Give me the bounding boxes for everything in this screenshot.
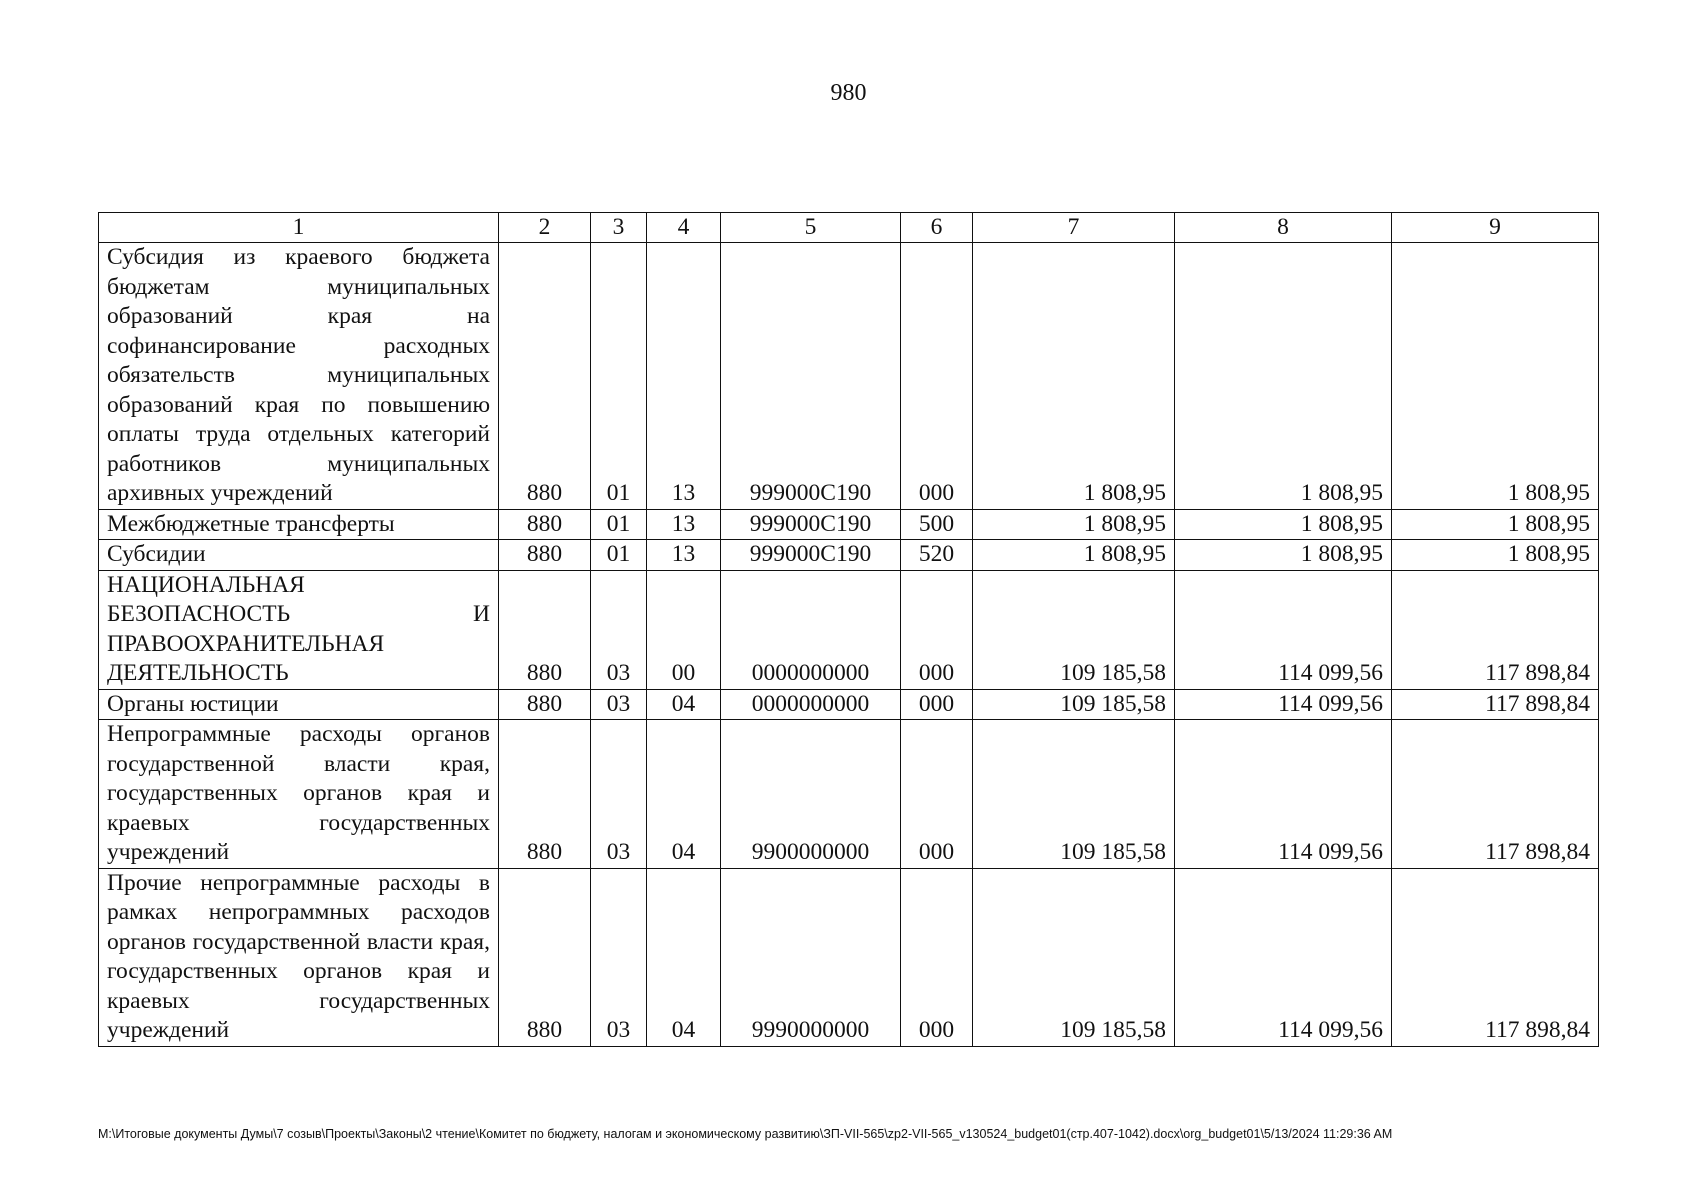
cell-amount-8: 114 099,56	[1175, 868, 1392, 1046]
cell-target-article: 9990000000	[721, 868, 901, 1046]
cell-amount-8: 1 808,95	[1175, 243, 1392, 510]
column-header: 8	[1175, 213, 1392, 243]
table-row	[99, 509, 1599, 540]
table-row	[99, 868, 1599, 1046]
cell-amount-7: 109 185,58	[973, 868, 1175, 1046]
cell-amount-7: 1 808,95	[973, 540, 1175, 571]
cell-subsection: 13	[647, 243, 721, 510]
table-row	[99, 540, 1599, 571]
cell-amount-7: 109 185,58	[973, 689, 1175, 720]
column-header: 3	[591, 213, 647, 243]
cell-subsection: 00	[647, 570, 721, 689]
cell-target-article: 999000С190	[721, 509, 901, 540]
cell-amount-7: 109 185,58	[973, 570, 1175, 689]
cell-target-article: 0000000000	[721, 570, 901, 689]
cell-expense-type: 000	[901, 868, 973, 1046]
cell-section: 01	[591, 243, 647, 510]
cell-subsection: 04	[647, 868, 721, 1046]
cell-subsection: 13	[647, 540, 721, 571]
table-row	[99, 720, 1599, 869]
cell-amount-8: 114 099,56	[1175, 720, 1392, 869]
cell-amount-7: 1 808,95	[973, 509, 1175, 540]
cell-target-article: 999000С190	[721, 540, 901, 571]
column-header: 7	[973, 213, 1175, 243]
cell-subsection: 04	[647, 720, 721, 869]
cell-ministry-code: 880	[499, 540, 591, 571]
cell-ministry-code: 880	[499, 509, 591, 540]
cell-expense-type: 520	[901, 540, 973, 571]
row-name: Субсидия из краевого бюджета бюджетам муниципальных образований края на софинансирование расходных обязательств муниципальных образований края по повышению оплаты труда отдельных категорий работников муниципальных архивных учреждений	[99, 243, 499, 510]
column-number-row	[99, 213, 1599, 243]
cell-amount-9: 1 808,95	[1392, 509, 1599, 540]
cell-amount-8: 1 808,95	[1175, 509, 1392, 540]
cell-section: 01	[591, 540, 647, 571]
page-number: 980	[830, 80, 867, 106]
cell-amount-7: 1 808,95	[973, 243, 1175, 510]
cell-ministry-code: 880	[499, 720, 591, 869]
column-header: 1	[99, 213, 499, 243]
row-name: Субсидии	[99, 540, 499, 571]
row-name: НАЦИОНАЛЬНАЯ БЕЗОПАСНОСТЬ И ПРАВООХРАНИТЕЛЬНАЯ ДЕЯТЕЛЬНОСТЬ	[99, 570, 499, 689]
cell-amount-9: 117 898,84	[1392, 570, 1599, 689]
cell-amount-8: 1 808,95	[1175, 540, 1392, 571]
budget-table	[98, 212, 1599, 1047]
cell-amount-9: 117 898,84	[1392, 689, 1599, 720]
cell-amount-9: 117 898,84	[1392, 868, 1599, 1046]
column-header: 4	[647, 213, 721, 243]
cell-amount-7: 109 185,58	[973, 720, 1175, 869]
cell-amount-8: 114 099,56	[1175, 570, 1392, 689]
column-header: 6	[901, 213, 973, 243]
cell-section: 03	[591, 570, 647, 689]
cell-ministry-code: 880	[499, 243, 591, 510]
cell-target-article: 9900000000	[721, 720, 901, 869]
cell-expense-type: 000	[901, 689, 973, 720]
cell-amount-9: 1 808,95	[1392, 540, 1599, 571]
cell-section: 03	[591, 720, 647, 869]
cell-section: 01	[591, 509, 647, 540]
cell-section: 03	[591, 689, 647, 720]
table-row	[99, 689, 1599, 720]
row-name: Межбюджетные трансферты	[99, 509, 499, 540]
cell-target-article: 999000С190	[721, 243, 901, 510]
cell-expense-type: 000	[901, 720, 973, 869]
cell-subsection: 04	[647, 689, 721, 720]
cell-expense-type: 500	[901, 509, 973, 540]
table-row	[99, 570, 1599, 689]
row-name: Органы юстиции	[99, 689, 499, 720]
cell-section: 03	[591, 868, 647, 1046]
cell-expense-type: 000	[901, 243, 973, 510]
document-file-path: M:\Итоговые документы Думы\7 созыв\Проекты\Законы\2 чтение\Комитет по бюджету, налогам и экономическому развитию\ЗП-VII-565\zp2-VII-565_v130524_budget01(стр.407-1042).docx\org_budget01\5/13/2024 11:29:36 AM	[98, 1127, 1393, 1141]
cell-amount-8: 114 099,56	[1175, 689, 1392, 720]
cell-ministry-code: 880	[499, 868, 591, 1046]
cell-subsection: 13	[647, 509, 721, 540]
cell-expense-type: 000	[901, 570, 973, 689]
column-header: 5	[721, 213, 901, 243]
cell-ministry-code: 880	[499, 570, 591, 689]
cell-ministry-code: 880	[499, 689, 591, 720]
row-name: Прочие непрограммные расходы в рамках непрограммных расходов органов государственной власти края, государственных органов края и краевых государственных учреждений	[99, 868, 499, 1046]
cell-target-article: 0000000000	[721, 689, 901, 720]
cell-amount-9: 1 808,95	[1392, 243, 1599, 510]
table-row	[99, 243, 1599, 510]
column-header: 2	[499, 213, 591, 243]
row-name: Непрограммные расходы органов государственной власти края, государственных органов края и краевых государственных учреждений	[99, 720, 499, 869]
column-header: 9	[1392, 213, 1599, 243]
cell-amount-9: 117 898,84	[1392, 720, 1599, 869]
